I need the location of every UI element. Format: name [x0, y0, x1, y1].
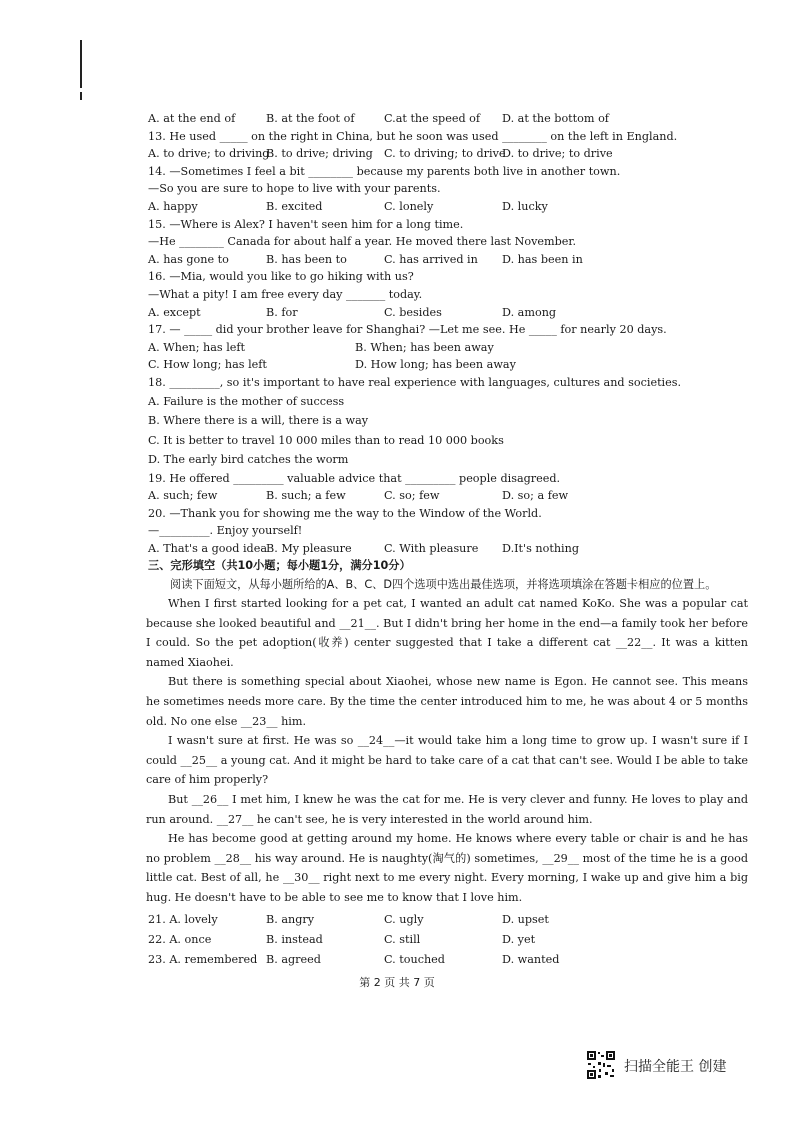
q14-stem: 14. —Sometimes I feel a bit ________ because my parents both live in another town. [148, 164, 621, 178]
option-d: D. at the bottom of [502, 112, 609, 125]
option-d: D. lucky [502, 199, 548, 213]
q17-stem: 17. — _____ did your brother leave for Shanghai? —Let me see. He _____ for nearly 20 days. [148, 323, 667, 337]
q22-options [148, 930, 748, 950]
q18-stem: 18. _________, so it's important to have real experience with languages, cultures and societies. [148, 375, 682, 389]
option-d: D. yet [502, 932, 536, 946]
option-d: D. has been in [502, 252, 583, 266]
option-b: B. for [266, 305, 298, 319]
option-a: A. When; has left [148, 340, 246, 354]
q21-options [148, 910, 748, 930]
option-d: D. How long; has been away [355, 358, 516, 372]
scanner-brand: 扫描全能王 创建 [624, 1059, 727, 1075]
q16-response: —What a pity! I am free every day _______ today. [148, 287, 423, 301]
passage-paragraph: But there is something special about Xiaohei, whose new name is Egon. He cannot see. This means he sometimes needs more care. By the time the center introduced him to me, he was about 4 or 5 months old. No one else __23__ him. [146, 675, 748, 728]
q20-response: —_________. Enjoy yourself! [148, 524, 303, 538]
option-c: C. has arrived in [384, 252, 478, 266]
scan-edge-mark [80, 92, 82, 100]
option-d: D.It's nothing [502, 541, 580, 555]
q19-stem: 19. He offered _________ valuable advice that _________ people disagreed. [148, 471, 561, 485]
option-b: B. agreed [266, 952, 321, 966]
scan-edge-mark [80, 40, 82, 88]
q14-response: —So you are sure to hope to live with your parents. [148, 182, 441, 196]
option-a: A. has gone to [148, 252, 229, 266]
q13-options [148, 145, 748, 163]
q13-stem: 13. He used _____ on the right in China, but he soon was used ________ on the left in England. [148, 129, 678, 143]
option-b: B. instead [266, 932, 323, 946]
option-d: D. wanted [502, 952, 560, 966]
q14-options [148, 198, 748, 216]
option-b: B. Where there is a will, there is a way [148, 414, 369, 427]
option-a: A. at the end of [148, 112, 236, 125]
option-c: C. so; few [384, 489, 440, 503]
option-d: D. upset [502, 912, 549, 926]
q15-stem: 15. —Where is Alex? I haven't seen him for a long time. [148, 217, 464, 231]
option-a: 22. A. once [148, 932, 212, 946]
option-a: A. except [148, 305, 201, 319]
option-b: B. angry [266, 912, 315, 926]
q20-stem: 20. —Thank you for showing me the way to the Window of the World. [148, 506, 542, 520]
q20-options [148, 540, 748, 558]
question-content [148, 110, 748, 970]
option-c: C. lonely [384, 199, 434, 213]
option-a: 21. A. lovely [148, 912, 218, 926]
option-c: C. ugly [384, 912, 424, 926]
passage-paragraph: When I first started looking for a pet cat, I wanted an adult cat named KoKo. She was a popular cat because she looked beautiful and __21__. But I didn't bring her home in the end—a family took her before I could. So the pet adoption(收养) center suggested that I take a different cat __22__. It was a kitten named Xiaohei. [146, 597, 748, 669]
qr-code-icon [586, 1050, 616, 1080]
option-b: B. has been to [266, 252, 347, 266]
option-b: B. such; a few [266, 489, 346, 503]
passage-paragraph: But __26__ I met him, I knew he was the cat for me. He is very clever and funny. He loves to play and run around. __27__ he can't see, he is very interested in the world around him. [146, 793, 748, 826]
option-c: C.at the speed of [384, 112, 481, 125]
option-a: A. That's a good idea [148, 541, 268, 555]
option-c: C. to driving; to drive [384, 147, 506, 161]
option-c: C. still [384, 932, 421, 946]
option-d: D. among [502, 305, 557, 319]
option-c: C. touched [384, 952, 445, 966]
option-c: C. How long; has left [148, 358, 267, 372]
option-c: C. besides [384, 305, 442, 319]
page-number: 第 2 页 共 7 页 [359, 976, 435, 989]
passage-paragraph: I wasn't sure at first. He was so __24__—it would take him a long time to grow up. I wasn't sure if I could __25__ a young cat. And it might be hard to take care of a cat that can't see. Would I be able to take care of him properly? [146, 734, 748, 787]
q17-options-row1 [148, 339, 748, 357]
option-b: B. to drive; driving [266, 147, 373, 161]
option-b: B. When; has been away [355, 340, 494, 354]
option-c: C. With pleasure [384, 541, 479, 555]
option-d: D. to drive; to drive [502, 147, 613, 161]
q12-options [148, 110, 748, 128]
q17-options-row2 [148, 356, 748, 374]
q19-options [148, 487, 748, 505]
option-c: C. It is better to travel 10 000 miles than to read 10 000 books [148, 433, 504, 447]
passage-paragraph: He has become good at getting around my home. He knows where every table or chair is and he has no problem __28__ his way around. He is naughty(淘气的) sometimes, __29__ most of the time he is a good little cat. Best of all, he __30__ right next to me every night. Every morning, I wake up and give him a big hug. He doesn't have to be able to see me to know that I love him. [146, 832, 748, 904]
section-instruction: 阅读下面短文，从每小题所给的A、B、C、D四个选项中选出最佳选项，并将选项填涂在答题卡相应的位置上。 [170, 578, 717, 592]
q16-options [148, 304, 748, 322]
option-b: B. My pleasure [266, 541, 352, 555]
q15-options [148, 251, 748, 269]
option-d: D. The early bird catches the worm [148, 453, 349, 466]
section-title: 三、完形填空（共10小题；每小题1分，满分10分） [148, 559, 411, 573]
option-b: B. at the foot of [266, 112, 355, 125]
option-a: A. Failure is the mother of success [148, 394, 345, 408]
option-b: B. excited [266, 199, 323, 213]
option-d: D. so; a few [502, 489, 569, 503]
option-a: 23. A. remembered [148, 952, 258, 966]
q16-stem: 16. —Mia, would you like to go hiking with us? [148, 270, 414, 284]
q15-response: —He ________ Canada for about half a year. He moved there last November. [148, 235, 577, 249]
option-a: A. happy [148, 199, 198, 213]
q23-options [148, 950, 748, 970]
option-a: A. to drive; to driving [148, 147, 270, 161]
option-a: A. such; few [148, 489, 218, 503]
